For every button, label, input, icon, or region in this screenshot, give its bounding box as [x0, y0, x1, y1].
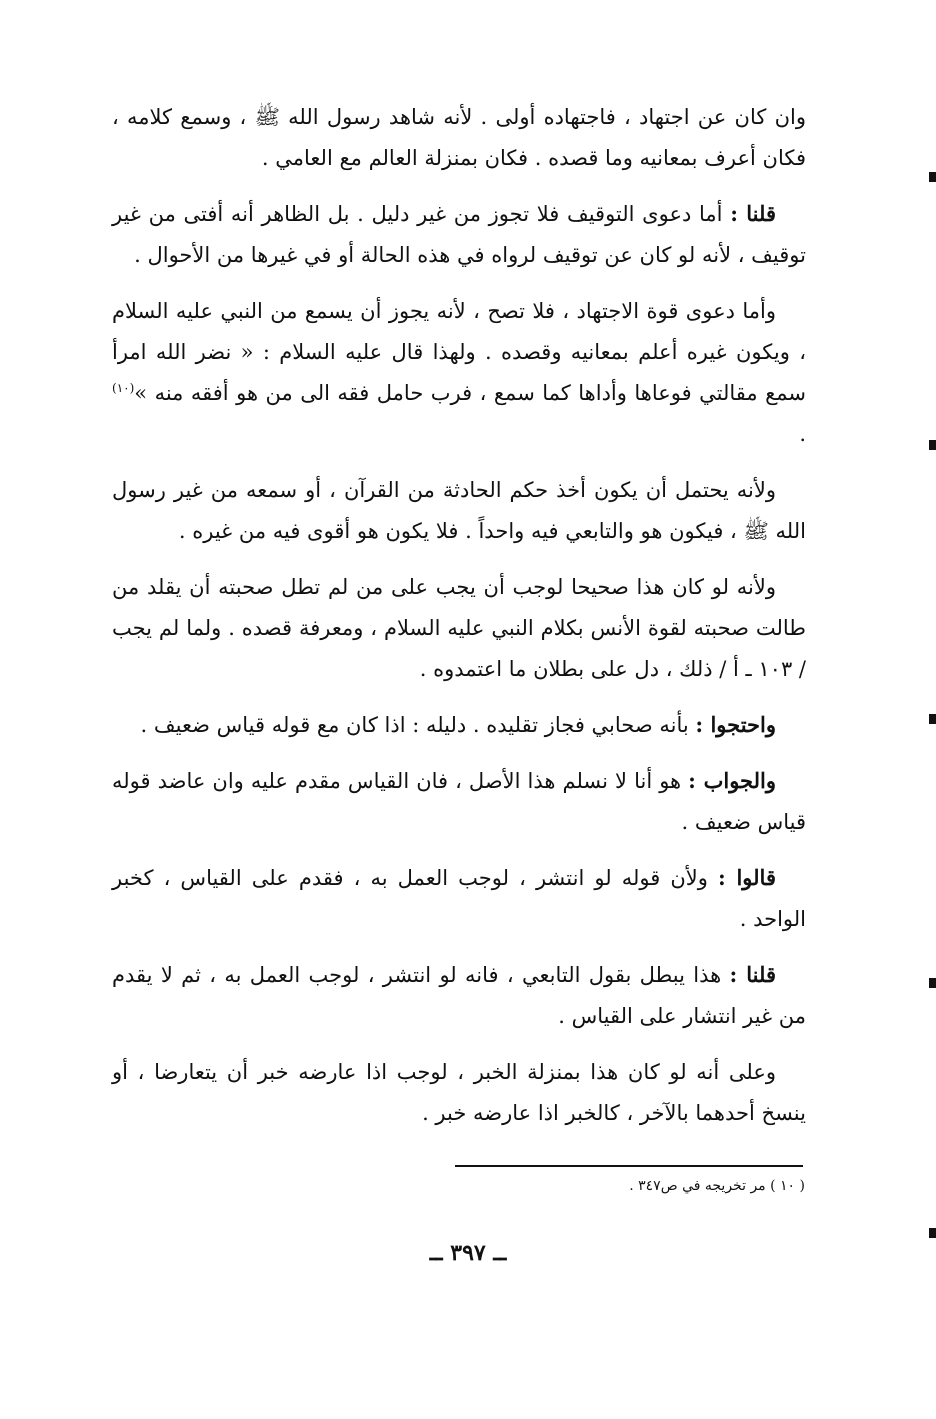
- paragraph-text: ولأنه يحتمل أن يكون أخذ حكم الحادثة من القرآن ، أو سمعه من غير رسول الله ﷺ ، فيكون هو والتابعي فيه واحداً . فلا يكون هو أقوى فيه من غيره .: [112, 478, 806, 543]
- paragraph-text: ولأن قوله لو انتشر ، لوجب العمل به ، فقدم على القياس ، كخبر الواحد .: [112, 866, 806, 931]
- margin-mark: [929, 714, 936, 724]
- paragraph-3: [112, 290, 806, 455]
- paragraph-lead: قالوا :: [717, 865, 776, 890]
- margin-mark: [929, 1228, 936, 1238]
- page-body: [112, 96, 806, 1148]
- paragraph-tail: .: [799, 422, 806, 446]
- paragraph-8: [112, 857, 806, 940]
- paragraph-10: [112, 1051, 806, 1134]
- paragraph-text: وعلى أنه لو كان هذا بمنزلة الخبر ، لوجب اذا عارضه خبر أن يتعارضا ، أو ينسخ أحدهما بالآخر ، كالخبر اذا عارضه خبر .: [112, 1060, 806, 1125]
- paragraph-1: [112, 96, 806, 179]
- footnote: ( ١٠ ) مر تخريجه في ص٣٤٧ .: [629, 1178, 805, 1194]
- paragraph-6: [112, 704, 806, 746]
- paragraph-text: وأما دعوى قوة الاجتهاد ، فلا تصح ، لأنه يجوز أن يسمع من النبي عليه السلام ، ويكون غيره أعلم بمعانيه وقصده . ولهذا قال عليه السلام : « نضر الله امرأ سمع مقالتي فوعاها وأداها كما سمع ، فرب حامل فقه الى من هو أفقه منه »: [112, 299, 806, 405]
- paragraph-lead: والجواب :: [688, 768, 776, 793]
- paragraph-lead: قلنا :: [729, 962, 776, 987]
- paragraph-9: [112, 954, 806, 1037]
- paragraph-text: هذا يبطل بقول التابعي ، فانه لو انتشر ، لوجب العمل به ، ثم لا يقدم من غير انتشار على القياس .: [112, 963, 806, 1028]
- margin-mark: [929, 978, 936, 988]
- footnote-divider: [455, 1165, 803, 1167]
- paragraph-4: [112, 469, 806, 552]
- paragraph-7: [112, 760, 806, 843]
- paragraph-text: ولأنه لو كان هذا صحيحا لوجب أن يجب على من لم تطل صحبته أن يقلد من طالت صحبته لقوة الأنس بكلام النبي عليه السلام ، ومعرفة قصده . ولما لم يجب / ١٠٣ ـ أ / ذلك ، دل على بطلان ما اعتمدوه .: [112, 575, 806, 681]
- paragraph-text: بأنه صحابي فجاز تقليده . دليله : اذا كان مع قوله قياس ضعيف .: [140, 713, 696, 737]
- footnote-reference: (١٠): [112, 381, 135, 395]
- paragraph-lead: قلنا :: [730, 201, 776, 226]
- paragraph-text: هو أنا لا نسلم هذا الأصل ، فان القياس مقدم عليه وان عاضد قوله قياس ضعيف .: [112, 769, 806, 834]
- paragraph-2: [112, 193, 806, 276]
- paragraph-5: [112, 566, 806, 690]
- margin-mark: [929, 440, 936, 450]
- paragraph-lead: واحتجوا :: [695, 712, 776, 737]
- paragraph-text: وان كان عن اجتهاد ، فاجتهاده أولى . لأنه شاهد رسول الله ﷺ ، وسمع كلامه ، فكان أعرف بمعانيه وما قصده . فكان بمنزلة العالم مع العامي .: [112, 105, 806, 170]
- paragraph-text: أما دعوى التوقيف فلا تجوز من غير دليل . بل الظاهر أنه أفتى من غير توقيف ، لأنه لو كان عن توقيف لرواه في هذه الحالة أو في غيرها من الأحوال .: [112, 202, 806, 267]
- page-number: ــ ٣٩٧ ــ: [429, 1240, 507, 1266]
- margin-mark: [929, 172, 936, 182]
